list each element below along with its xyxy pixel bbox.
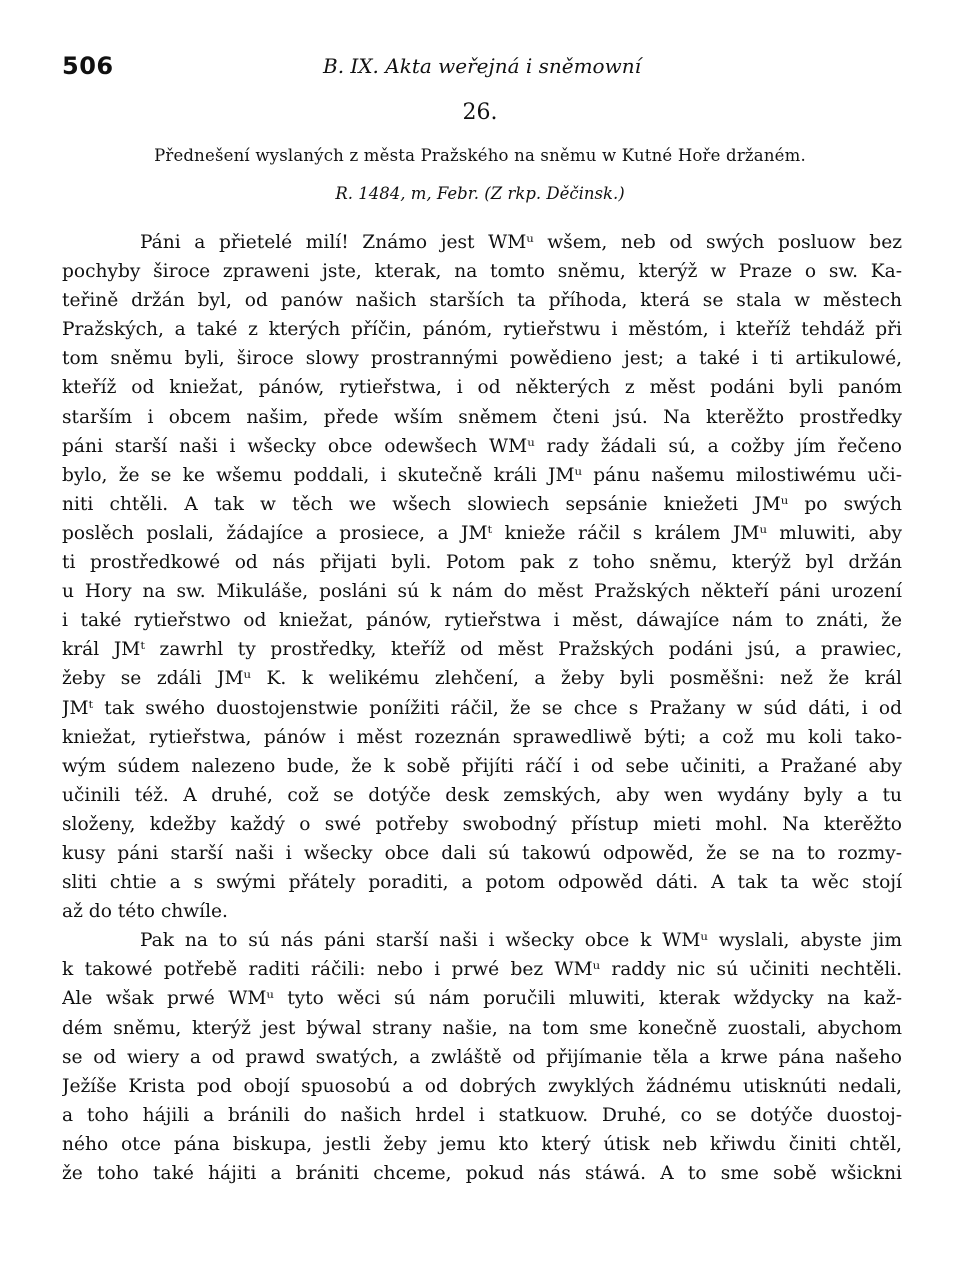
text-line: dém sněmu, kterýž jest býwal strany našie, na tom sme konečně zuostali, abychom [62, 1017, 902, 1039]
text-line: Ježíše Krista pod obojí spuosobú a od dobrých zwyklých žádnému utisknúti nedali, [62, 1075, 902, 1097]
text-line: kteříž od kniežat, pánów, rytieřstwa, i od některých z měst podáni byli panóm [62, 377, 902, 399]
document-source: R. 1484, m, Febr. (Z rkp. Děčinsk.) [335, 184, 625, 203]
text-line: král JMᵗ zawrhl ty prostředky, kteříž od měst Pražských podáni jsú, a prawiec, [62, 639, 902, 661]
text-line: k takowé potřebě raditi ráčili: nebo i prwé bez WMᵘ raddy nic sú učiniti nechtěli. [62, 959, 902, 981]
text-line: tom sněmu byli, široce slowy prostrannými powědieno jest; a také i ti artikulowé, [62, 348, 902, 370]
text-line: ti prostředkowé od nás přijati byli. Potom pak z toho sněmu, kterýž byl držán [62, 552, 902, 574]
text-line: i také rytieřstwo od kniežat, pánów, rytieřstwa i měst, dáwajíce nám to znáti, že [62, 610, 902, 632]
text-line: JMᵗ tak swého duostojenstwie ponížiti ráčil, že se chce s Pražany w súd dáti, i od [62, 697, 902, 719]
document-body [62, 228, 902, 1188]
text-line: učinili též. A druhé, což se dotýče desk zemských, aby wen wydány byly a tu [62, 784, 902, 806]
document-number: 26. [462, 100, 498, 125]
text-line: niti chtěli. A tak w těch we wšech slowiech sepsánie kniežeti JMᵘ po swých [62, 493, 902, 515]
text-line: se od wiery a od prawd swatých, a zwláště od přijímanie těla a krwe pána našeho [62, 1046, 902, 1068]
text-line: sliti chtie a s swými přátely poraditi, a potom odpowěd dáti. A tak ta wěc stojí [62, 872, 902, 894]
text-line: Pražských, a také z kterých příčin, pánóm, rytieřstwu i městóm, i kteříž tehdáž při [62, 319, 902, 341]
text-line: pochyby široce zpraweni jste, kterak, na tomto sněmu, kterýž w Praze o sw. Ka- [62, 261, 902, 283]
paragraph [62, 926, 902, 1188]
text-line: poslěch poslali, žádajíce a prosiece, a JMᵗ knieže ráčil s králem JMᵘ mluwiti, aby [62, 522, 902, 544]
text-line: kniežat, rytieřstwa, pánów i měst rozeznán sprawedliwě býti; a což mu koli tako- [62, 726, 902, 748]
text-line: teřině držán byl, od panów našich starších ta příhoda, která se stala w městech [62, 290, 902, 312]
text-line: wým súdem nalezeno bude, že k sobě přijíti ráčí i od sebe učiniti, a Pražané aby [62, 755, 902, 777]
text-line: ného otce pána biskupa, jestli žeby jemu kto který útisk neb křiwdu činiti chtěl, [62, 1133, 902, 1155]
text-line: Páni a přietelé milí! Známo jest WMᵘ wšem, neb od swých posluow bez [140, 232, 902, 253]
paragraph [62, 228, 902, 926]
text-line: Pak na to sú nás páni starší naši i wšecky obce k WMᵘ wyslali, abyste jim [140, 930, 902, 952]
text-line: složeny, kdežby každý o swé potřeby swobodný přístup mieti mohl. Na kterěžto [62, 813, 902, 835]
text-line: kusy páni starší naši i wšecky obce dali sú takowú odpowěd, že se na to rozmy- [62, 842, 902, 864]
text-line: že toho také hájiti a brániti chceme, pokud nás stáwá. A to sme sobě wšickni [62, 1163, 902, 1184]
running-head: B. IX. Akta weřejná i sněmowní [323, 54, 641, 78]
text-line: až do této chwíle. [62, 901, 228, 923]
text-line: a toho hájili a bránili do našich hrdel i statkuow. Druhé, co se dotýče duostoj- [62, 1104, 902, 1126]
page-header [62, 52, 902, 84]
text-line: u Hory na sw. Mikuláše, posláni sú k nám do měst Pražských někteří páni urození [62, 581, 902, 603]
page-number: 506 [62, 52, 114, 80]
text-line: starším i obcem našim, přede wším sněmem čteni jsú. Na kterěžto prostředky [62, 406, 902, 428]
text-line: Ale wšak prwé WMᵘ tyto wěci sú nám poručili mluwiti, kterak wždycky na kaž- [62, 988, 902, 1010]
document-title: Přednešení wyslaných z města Pražského na sněmu w Kutné Hoře držaném. [154, 146, 806, 165]
text-line: páni starší naši i wšecky obce odewšech WMᵘ rady žádali sú, a cožby jím řečeno [62, 435, 902, 457]
text-line: bylo, že se ke wšemu poddali, i skutečně králi JMᵘ pánu našemu milostiwému uči- [62, 464, 902, 486]
text-line: žeby se zdáli JMᵘ K. k welikému zlehčení, a žeby byli posměšni: než že král [62, 668, 902, 690]
